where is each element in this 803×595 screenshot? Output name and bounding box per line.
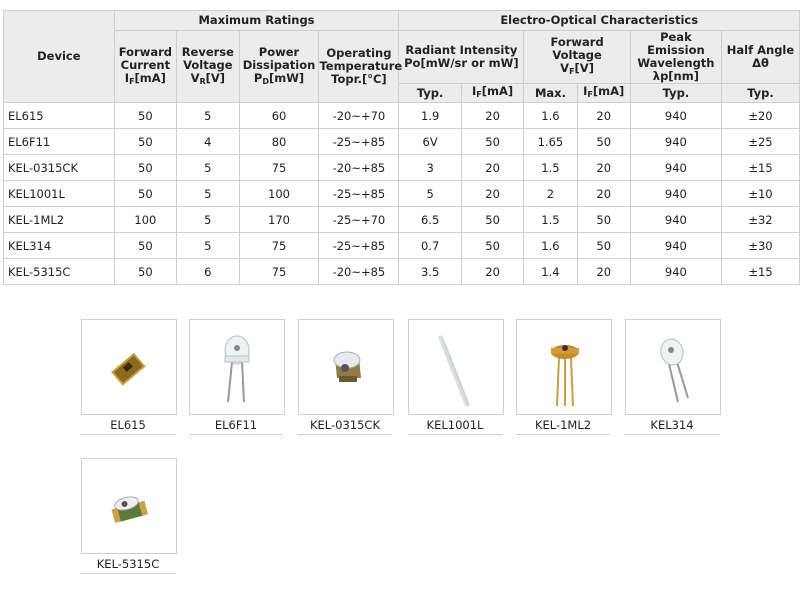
cell-peak: 940 xyxy=(630,259,721,285)
cell-vr: 4 xyxy=(177,129,239,155)
cell-peak: 940 xyxy=(630,155,721,181)
radiant-intensity-header: Radiant Intensity Po[mW/sr or mW] xyxy=(399,31,524,84)
cell-angle: ±25 xyxy=(721,129,799,155)
cell-device: KEL-0315CK xyxy=(4,155,115,181)
cell-vf-max: 1.4 xyxy=(524,259,577,285)
electro-optical-header: Electro-Optical Characteristics xyxy=(399,11,800,31)
product-caption: KEL314 xyxy=(625,415,719,435)
radiant-typ-header: Typ. xyxy=(399,84,461,103)
table-row xyxy=(4,207,800,233)
cell-peak: 940 xyxy=(630,103,721,129)
cell-pd: 80 xyxy=(239,129,319,155)
cell-angle: ±30 xyxy=(721,233,799,259)
cell-peak: 940 xyxy=(630,207,721,233)
product-card xyxy=(81,319,177,435)
cell-vr: 5 xyxy=(177,181,239,207)
device-header: Device xyxy=(4,11,115,103)
cell-vr: 6 xyxy=(177,259,239,285)
cell-if: 100 xyxy=(114,207,176,233)
product-caption: KEL1001L xyxy=(408,415,502,435)
cell-po-if: 50 xyxy=(461,233,523,259)
product-image xyxy=(408,319,504,415)
cell-topr: -20~+85 xyxy=(319,259,399,285)
cell-angle: ±15 xyxy=(721,155,799,181)
cell-po-typ: 3 xyxy=(399,155,461,181)
product-image xyxy=(81,319,177,415)
peak-typ-header: Typ. xyxy=(630,84,721,103)
reverse-voltage-header: Reverse Voltage $V_R[V]$ xyxy=(177,31,239,103)
cell-vr: 5 xyxy=(177,207,239,233)
cell-angle: ±32 xyxy=(721,207,799,233)
vf-max-header: Max. xyxy=(524,84,577,103)
cell-po-if: 20 xyxy=(461,155,523,181)
table-row xyxy=(4,181,800,207)
product-caption: EL615 xyxy=(81,415,175,435)
product-image xyxy=(189,319,285,415)
cell-pd: 100 xyxy=(239,181,319,207)
cell-if: 50 xyxy=(114,259,176,285)
peak-wavelength-header: Peak Emission Wavelength λp[nm] xyxy=(630,31,721,84)
cell-angle: ±10 xyxy=(721,181,799,207)
cell-po-if: 20 xyxy=(461,181,523,207)
max-ratings-header: Maximum Ratings xyxy=(114,11,399,31)
product-image xyxy=(625,319,721,415)
cell-vf-max: 1.6 xyxy=(524,233,577,259)
cell-vf-max: 1.6 xyxy=(524,103,577,129)
product-image xyxy=(298,319,394,415)
cell-vf-if: 20 xyxy=(577,181,630,207)
angle-typ-header: Typ. xyxy=(721,84,799,103)
cell-peak: 940 xyxy=(630,181,721,207)
table-row xyxy=(4,233,800,259)
product-card xyxy=(625,319,721,435)
cell-vr: 5 xyxy=(177,103,239,129)
cell-vf-max: 2 xyxy=(524,181,577,207)
forward-current-header: Forward Current $I_F[mA]$ xyxy=(114,31,176,103)
cell-vf-max: 1.5 xyxy=(524,155,577,181)
cell-topr: -25~+85 xyxy=(319,233,399,259)
cell-vf-if: 50 xyxy=(577,233,630,259)
half-angle-header: Half Angle Δθ xyxy=(721,31,799,84)
table-row xyxy=(4,129,800,155)
cell-po-if: 20 xyxy=(461,259,523,285)
product-caption: KEL-0315CK xyxy=(298,415,392,435)
table-row xyxy=(4,259,800,285)
cell-vf-if: 50 xyxy=(577,207,630,233)
cell-topr: -25~+70 xyxy=(319,207,399,233)
cell-device: EL615 xyxy=(4,103,115,129)
cell-vf-if: 20 xyxy=(577,259,630,285)
cell-po-typ: 6V xyxy=(399,129,461,155)
cell-po-if: 20 xyxy=(461,103,523,129)
cell-vr: 5 xyxy=(177,155,239,181)
cell-vf-max: 1.65 xyxy=(524,129,577,155)
cell-po-typ: 3.5 xyxy=(399,259,461,285)
cell-device: KEL1001L xyxy=(4,181,115,207)
cell-device: KEL-5315C xyxy=(4,259,115,285)
spec-table-body xyxy=(4,103,800,285)
cell-vf-if: 20 xyxy=(577,103,630,129)
cell-angle: ±15 xyxy=(721,259,799,285)
product-image xyxy=(81,458,177,554)
cell-device: KEL-1ML2 xyxy=(4,207,115,233)
product-card xyxy=(81,458,177,574)
cell-pd: 170 xyxy=(239,207,319,233)
cell-if: 50 xyxy=(114,155,176,181)
product-card xyxy=(189,319,285,435)
table-row xyxy=(4,103,800,129)
cell-po-typ: 0.7 xyxy=(399,233,461,259)
product-caption: KEL-5315C xyxy=(81,554,175,574)
vf-if-header: $I_F[mA]$ xyxy=(577,84,630,103)
cell-vr: 5 xyxy=(177,233,239,259)
cell-if: 50 xyxy=(114,103,176,129)
cell-if: 50 xyxy=(114,233,176,259)
radiant-if-header: $I_F[mA]$ xyxy=(461,84,523,103)
product-card xyxy=(408,319,504,435)
cell-po-typ: 5 xyxy=(399,181,461,207)
cell-po-typ: 6.5 xyxy=(399,207,461,233)
cell-device: KEL314 xyxy=(4,233,115,259)
cell-device: EL6F11 xyxy=(4,129,115,155)
cell-topr: -20~+70 xyxy=(319,103,399,129)
cell-po-typ: 1.9 xyxy=(399,103,461,129)
operating-temperature-header: Operating Temperature Topr.[°C] xyxy=(319,31,399,103)
power-dissipation-header: Power Dissipation $P_D[mW]$ xyxy=(239,31,319,103)
cell-topr: -25~+85 xyxy=(319,181,399,207)
table-row xyxy=(4,155,800,181)
product-card xyxy=(516,319,612,435)
cell-vf-max: 1.5 xyxy=(524,207,577,233)
cell-if: 50 xyxy=(114,129,176,155)
cell-angle: ±20 xyxy=(721,103,799,129)
forward-voltage-header: Forward Voltage $V_F[V]$ xyxy=(524,31,631,84)
cell-vf-if: 50 xyxy=(577,129,630,155)
product-card xyxy=(298,319,394,435)
product-image xyxy=(516,319,612,415)
cell-pd: 75 xyxy=(239,233,319,259)
cell-pd: 60 xyxy=(239,103,319,129)
product-caption: EL6F11 xyxy=(189,415,283,435)
cell-peak: 940 xyxy=(630,129,721,155)
cell-peak: 940 xyxy=(630,233,721,259)
cell-po-if: 50 xyxy=(461,207,523,233)
spec-table xyxy=(3,10,800,285)
cell-pd: 75 xyxy=(239,259,319,285)
cell-po-if: 50 xyxy=(461,129,523,155)
product-caption: KEL-1ML2 xyxy=(516,415,610,435)
cell-pd: 75 xyxy=(239,155,319,181)
cell-if: 50 xyxy=(114,181,176,207)
cell-vf-if: 20 xyxy=(577,155,630,181)
cell-topr: -20~+85 xyxy=(319,155,399,181)
cell-topr: -25~+85 xyxy=(319,129,399,155)
